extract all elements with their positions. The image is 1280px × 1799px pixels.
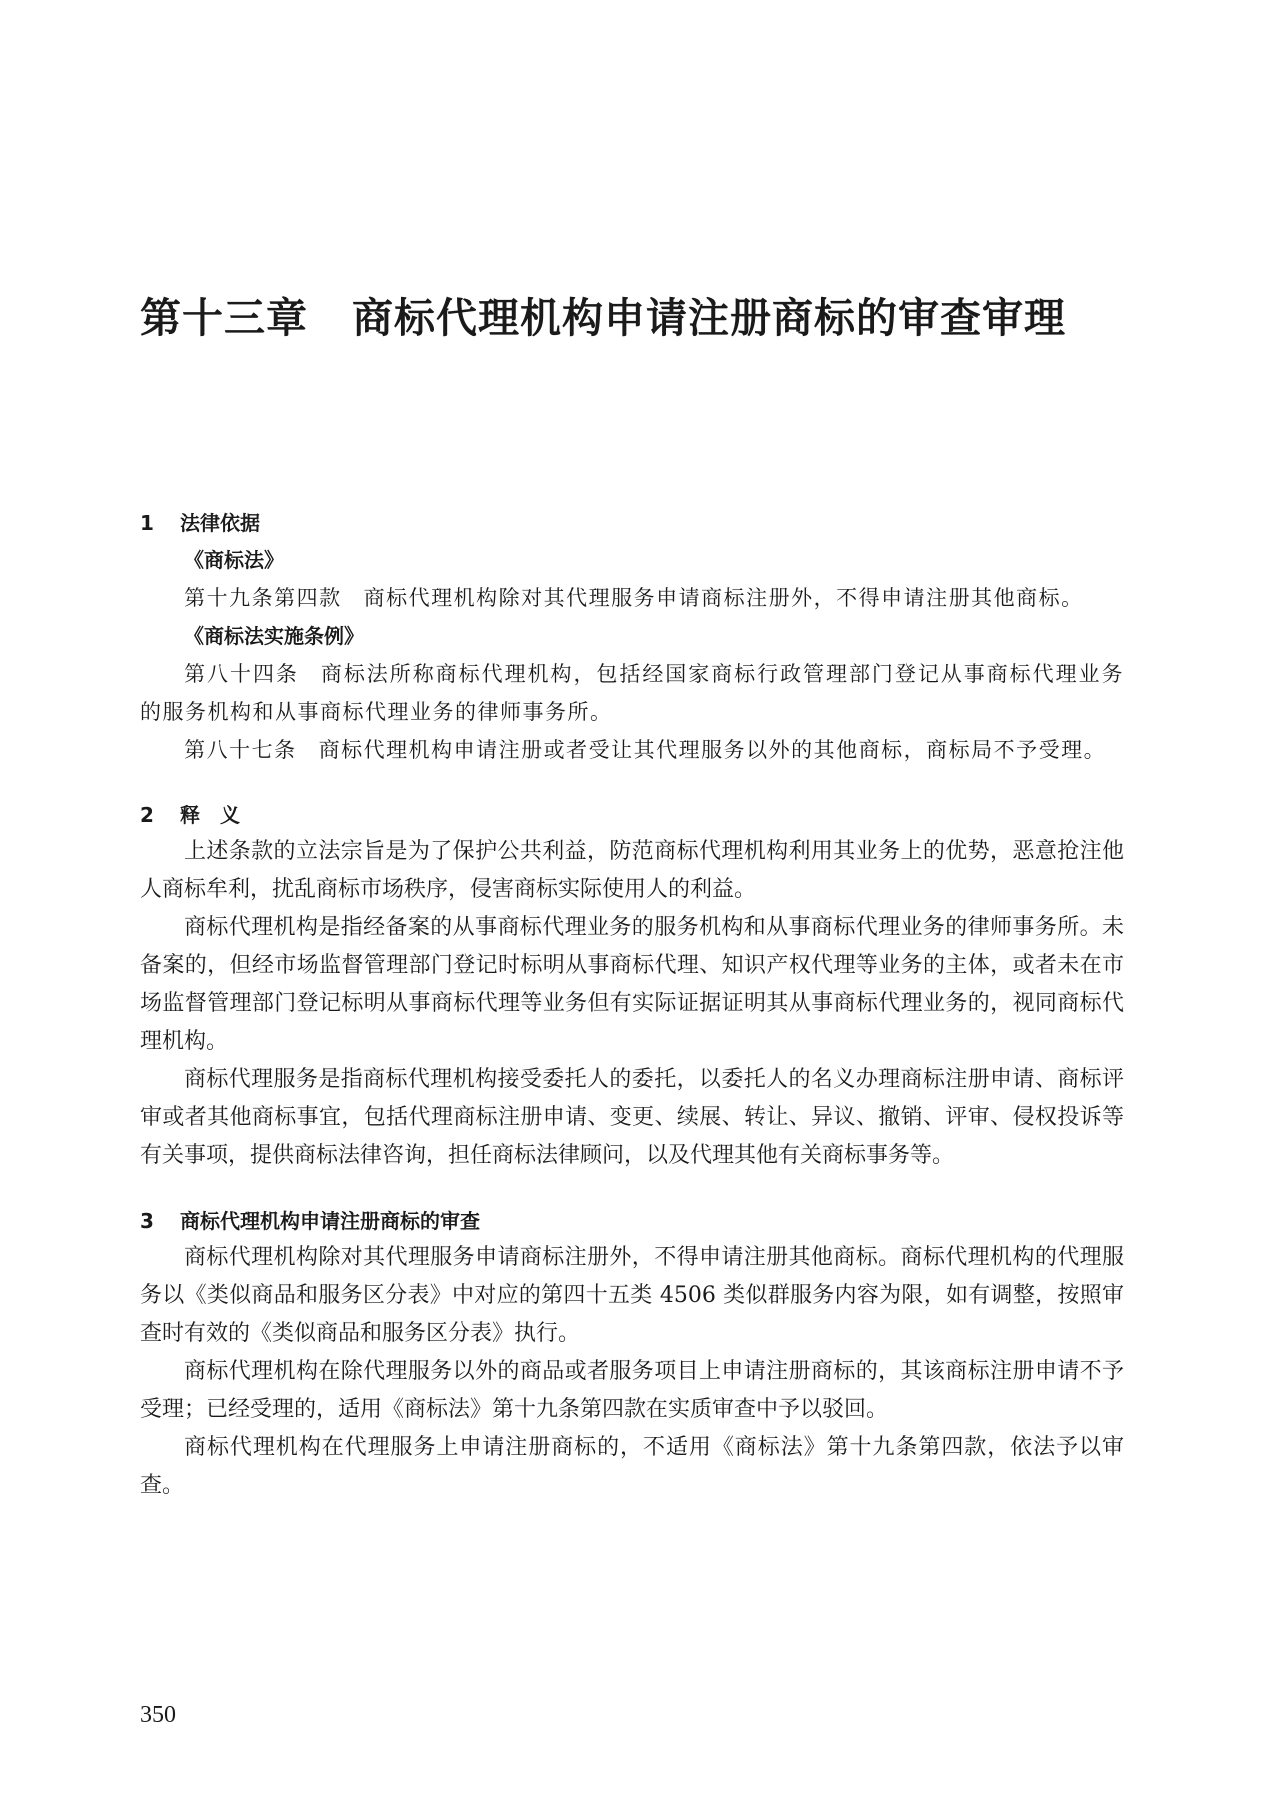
page-number: 350 <box>140 1702 176 1728</box>
body-paragraph: 商标代理机构在代理服务上申请注册商标的，不适用《商标法》第十九条第四款，依法予以审查。 <box>140 1435 1124 1498</box>
section-heading-text: 商标代理机构申请注册商标的审查 <box>180 1209 480 1233</box>
body-paragraph: 商标代理机构是指经备案的从事商标代理业务的服务机构和从事商标代理业务的律师事务所。未备案的，但经市场监督管理部门登记时标明从事商标代理、知识产权代理等业务的主体，或者未在市场监督管理部门登记标明从事商标代理等业务但有实际证据证明其从事商标代理业务的，视同商标代理机构。 <box>140 915 1124 1054</box>
source-heading: 《商标法实施条例》 <box>184 624 364 648</box>
article-text: 商标法所称商标代理机构，包括经国家商标行政管理部门登记从事商标代理业务的服务机构和从事商标代理业务的律师事务所。 <box>140 662 1124 724</box>
body-paragraph: 上述条款的立法宗旨是为了保护公共利益，防范商标代理机构利用其业务上的优势，恶意抢注他人商标牟利，扰乱商标市场秩序，侵害商标实际使用人的利益。 <box>140 839 1124 902</box>
article-paragraph <box>140 731 1124 769</box>
article-text: 商标代理机构除对其代理服务申请商标注册外，不得申请注册其他商标。 <box>363 586 1084 610</box>
article-number: 第十九条第四款 <box>184 586 342 610</box>
article-number: 第八十四条 <box>184 662 299 686</box>
section-number: 2 <box>140 803 154 827</box>
source-heading: 《商标法》 <box>184 548 284 572</box>
article-paragraph <box>140 579 1124 617</box>
section-heading <box>140 1203 1124 1239</box>
article-paragraph <box>140 655 1124 731</box>
chapter-title <box>140 290 1140 346</box>
section-examination <box>140 1203 1124 1505</box>
body-content <box>140 505 1124 1505</box>
article-text: 商标代理机构申请注册或者受让其代理服务以外的其他商标，商标局不予受理。 <box>318 738 1107 762</box>
section-number: 1 <box>140 511 154 535</box>
section-legal-basis <box>140 505 1124 769</box>
section-heading-text: 释 义 <box>180 803 240 827</box>
section-number: 3 <box>140 1209 154 1233</box>
body-paragraph: 商标代理机构在除代理服务以外的商品或者服务项目上申请注册商标的，其该商标注册申请不予受理；已经受理的，适用《商标法》第十九条第四款在实质审查中予以驳回。 <box>140 1359 1124 1422</box>
article-number: 第八十七条 <box>184 738 297 762</box>
section-heading <box>140 505 1124 541</box>
body-paragraph: 商标代理服务是指商标代理机构接受委托人的委托，以委托人的名义办理商标注册申请、商标评审或者其他商标事宜，包括代理商标注册申请、变更、续展、转让、异议、撤销、评审、侵权投诉等有关事项，提供商标法律咨询，担任商标法律顾问，以及代理其他有关商标事务等。 <box>140 1067 1124 1168</box>
section-interpretation <box>140 797 1124 1175</box>
chapter-number: 第十三章 <box>140 294 308 342</box>
section-heading <box>140 797 1124 833</box>
chapter-title-text: 商标代理机构申请注册商标的审查审理 <box>352 294 1066 342</box>
section-heading-text: 法律依据 <box>180 511 260 535</box>
body-paragraph: 商标代理机构除对其代理服务申请商标注册外，不得申请注册其他商标。商标代理机构的代理服务以《类似商品和服务区分表》中对应的第四十五类 4506 类似群服务内容为限，如有调整，按照审查时有效的《类似商品和服务区分表》执行。 <box>140 1245 1124 1346</box>
